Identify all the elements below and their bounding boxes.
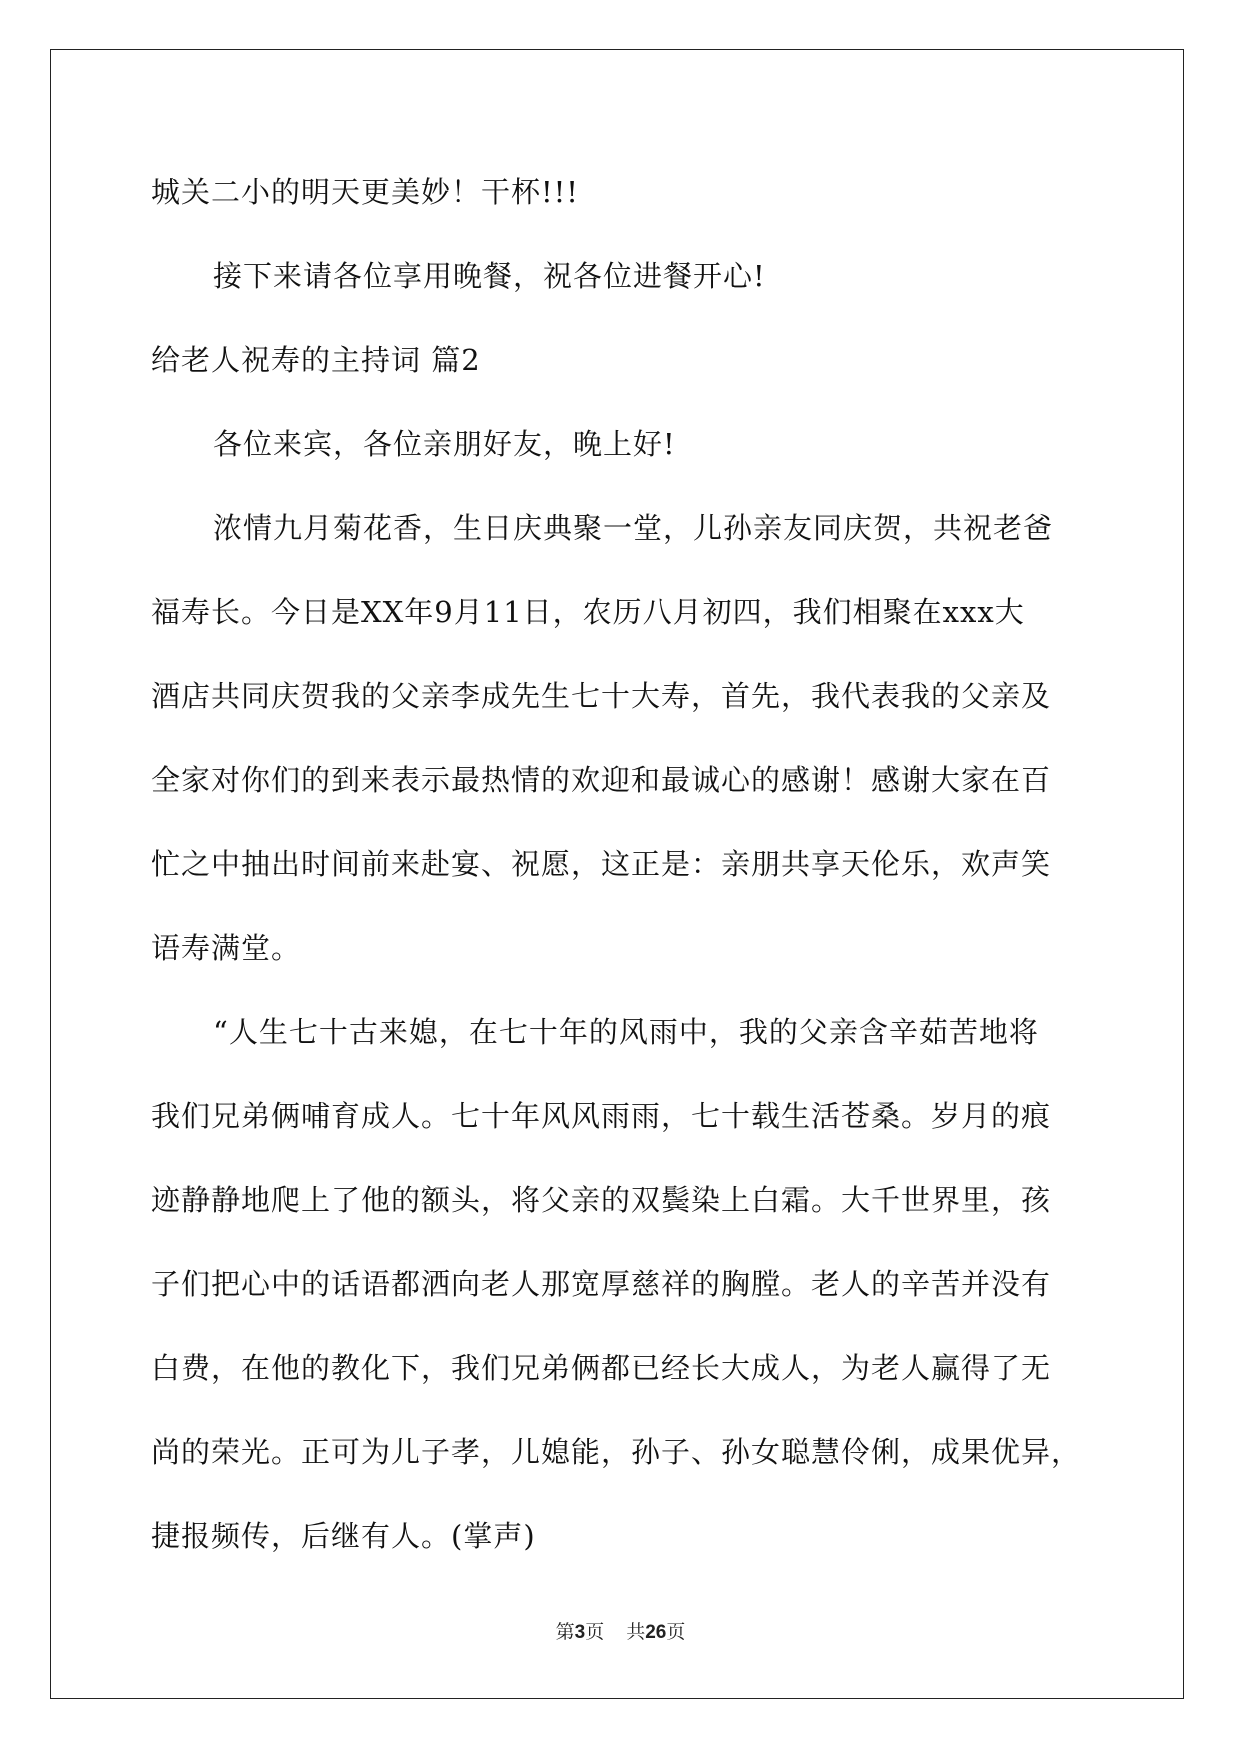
body-line: 尚的荣光。正可为儿子孝，儿媳能，孙子、孙女聪慧伶俐，成果优异， (151, 1435, 1082, 1469)
footer-total-suffix: 页 (666, 1621, 686, 1643)
body-line: 城关二小的明天更美妙！干杯!!! (151, 175, 579, 209)
body-line: 迹静静地爬上了他的额头，将父亲的双鬓染上白霜。大千世界里，孩 (151, 1183, 1052, 1217)
footer-prefix: 第 (555, 1621, 575, 1643)
footer-page-suffix: 页 (585, 1621, 605, 1643)
body-line: 酒店共同庆贺我的父亲李成先生七十大寿，首先，我代表我的父亲及 (151, 679, 1052, 713)
body-line: 白费，在他的教化下，我们兄弟俩都已经长大成人，为老人赢得了无 (151, 1351, 1052, 1385)
footer-total-prefix: 共 (626, 1621, 646, 1643)
body-line: 全家对你们的到来表示最热情的欢迎和最诚心的感谢！感谢大家在百 (151, 763, 1052, 797)
document-body (151, 150, 1111, 1578)
body-line: 我们兄弟俩哺育成人。七十年风风雨雨，七十载生活苍桑。岁月的痕 (151, 1099, 1052, 1133)
body-line: 浓情九月菊花香，生日庆典聚一堂，儿孙亲友同庆贺，共祝老爸 (213, 511, 1054, 545)
body-line: 接下来请各位享用晚餐，祝各位进餐开心! (213, 259, 766, 293)
page-number-footer (0, 1617, 1241, 1644)
body-line: 子们把心中的话语都洒向老人那宽厚慈祥的胸膛。老人的辛苦并没有 (151, 1267, 1052, 1301)
section-heading: 给老人祝寿的主持词 篇2 (151, 343, 481, 377)
current-page-number: 3 (574, 1622, 586, 1643)
body-line: 福寿长。今日是XX年9月11日，农历八月初四，我们相聚在xxx大 (151, 595, 1025, 629)
body-line: 各位来宾，各位亲朋好友，晚上好! (213, 427, 676, 461)
body-line: 语寿满堂。 (151, 931, 302, 965)
body-line: 捷报频传，后继有人。(掌声) (151, 1519, 536, 1553)
total-page-count: 26 (645, 1622, 667, 1643)
body-line: 忙之中抽出时间前来赴宴、祝愿，这正是：亲朋共享天伦乐，欢声笑 (151, 847, 1052, 881)
body-line: “人生七十古来媳，在七十年的风雨中，我的父亲含辛茹苦地将 (213, 1015, 1039, 1049)
